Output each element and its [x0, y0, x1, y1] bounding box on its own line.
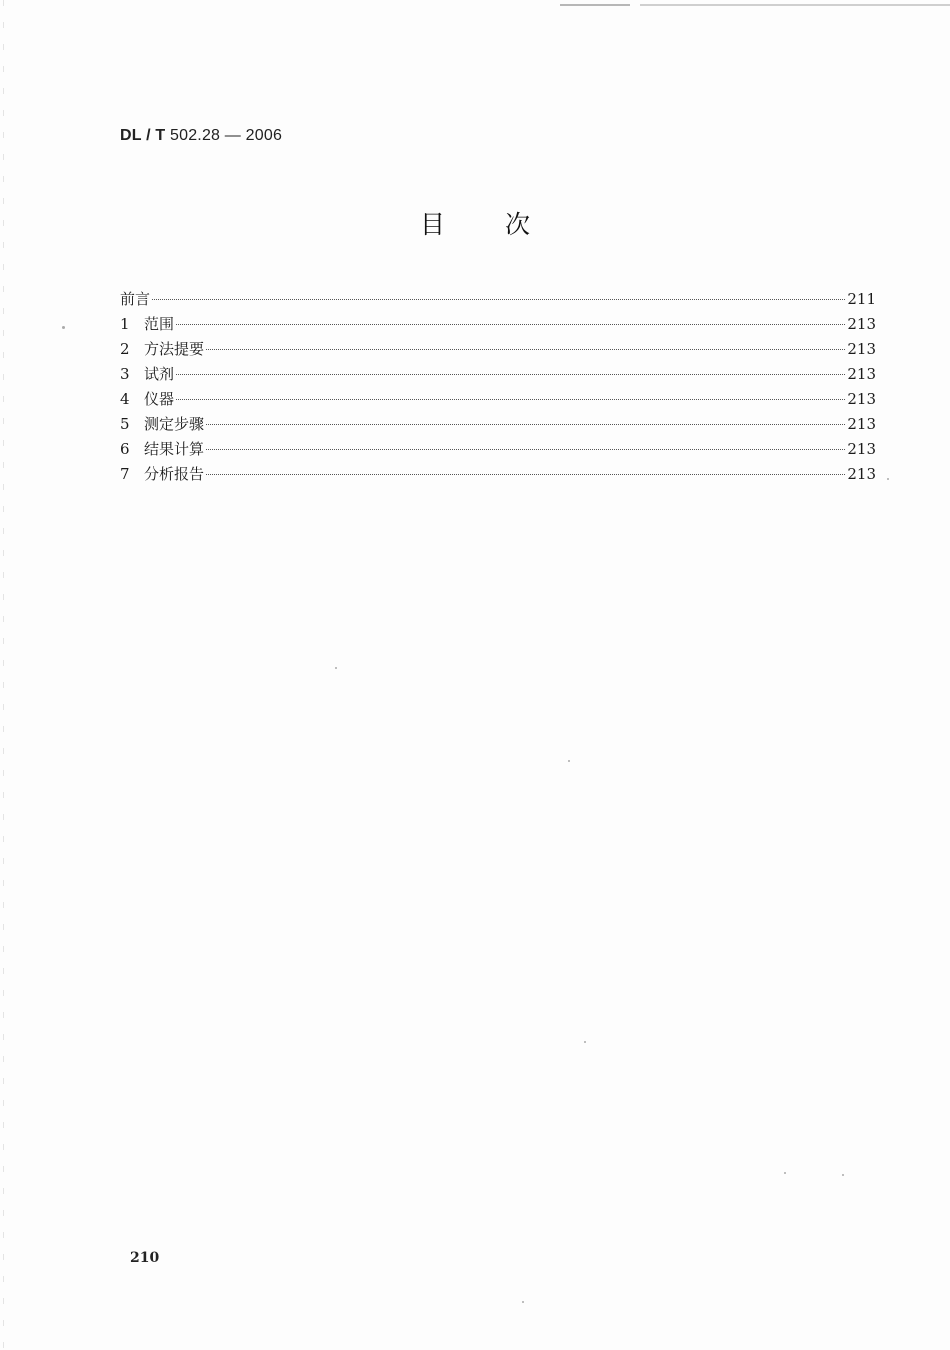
- toc-leader-dots: [206, 424, 845, 425]
- toc-entry-number: 1: [120, 315, 130, 333]
- scan-speck: [887, 478, 889, 480]
- toc-leader-dots: [206, 349, 845, 350]
- toc-entry-number: 3: [120, 365, 130, 383]
- scan-speck: [584, 1041, 586, 1043]
- toc-list: [120, 287, 876, 487]
- toc-entry-page: 213: [847, 390, 876, 408]
- toc-entry-number: 5: [120, 415, 130, 433]
- toc-entry-label: 方法提要: [144, 340, 205, 358]
- scan-edge-artifact: [560, 4, 950, 6]
- toc-title: [0, 205, 950, 241]
- toc-entry-reagents[interactable]: [120, 362, 876, 387]
- toc-entry-method-summary[interactable]: [120, 337, 876, 362]
- scan-speck: [842, 1174, 844, 1176]
- toc-leader-dots: [206, 474, 845, 475]
- toc-entry-page: 213: [847, 365, 876, 383]
- toc-entry-scope[interactable]: [120, 312, 876, 337]
- toc-entry-number: 7: [120, 465, 130, 483]
- toc-leader-dots: [176, 399, 845, 400]
- toc-entry-number: 6: [120, 440, 130, 458]
- toc-entry-page: 211: [847, 290, 876, 308]
- toc-entry-procedure[interactable]: [120, 412, 876, 437]
- toc-leader-dots: [152, 299, 845, 300]
- toc-entry-label: 范围: [144, 315, 175, 333]
- toc-leader-dots: [206, 449, 845, 450]
- toc-entry-label: 结果计算: [144, 440, 205, 458]
- toc-entry-number: 2: [120, 340, 130, 358]
- toc-title-char: 目: [419, 210, 445, 239]
- toc-entry-label: 仪器: [144, 390, 175, 408]
- toc-entry-page: 213: [847, 415, 876, 433]
- toc-entry-page: 213: [847, 465, 876, 483]
- scan-speck: [784, 1172, 786, 1174]
- scan-edge-artifact: [3, 0, 4, 1350]
- toc-entry-label: 分析报告: [144, 465, 205, 483]
- toc-entry-calculation[interactable]: [120, 437, 876, 462]
- toc-entry-number: 4: [120, 390, 130, 408]
- toc-leader-dots: [176, 374, 845, 375]
- toc-title-char: 次: [505, 210, 531, 239]
- standard-prefix: DL / T: [120, 127, 166, 144]
- scan-speck: [568, 760, 570, 762]
- toc-entry-label: 试剂: [144, 365, 175, 383]
- standard-number: 502.28 — 2006: [170, 127, 283, 144]
- toc-entry-label: 前言: [120, 290, 151, 308]
- toc-entry-foreword[interactable]: [120, 287, 876, 312]
- scan-speck: [522, 1301, 524, 1303]
- toc-entry-label: 测定步骤: [144, 415, 205, 433]
- standard-code: [120, 127, 282, 145]
- toc-entry-apparatus[interactable]: [120, 387, 876, 412]
- page-number: 210: [130, 1250, 160, 1266]
- toc-leader-dots: [176, 324, 845, 325]
- toc-entry-page: 213: [847, 440, 876, 458]
- toc-entry-page: 213: [847, 340, 876, 358]
- scan-speck: [335, 667, 337, 669]
- toc-entry-report[interactable]: [120, 462, 876, 487]
- toc-entry-page: 213: [847, 315, 876, 333]
- scan-speck: [62, 326, 65, 329]
